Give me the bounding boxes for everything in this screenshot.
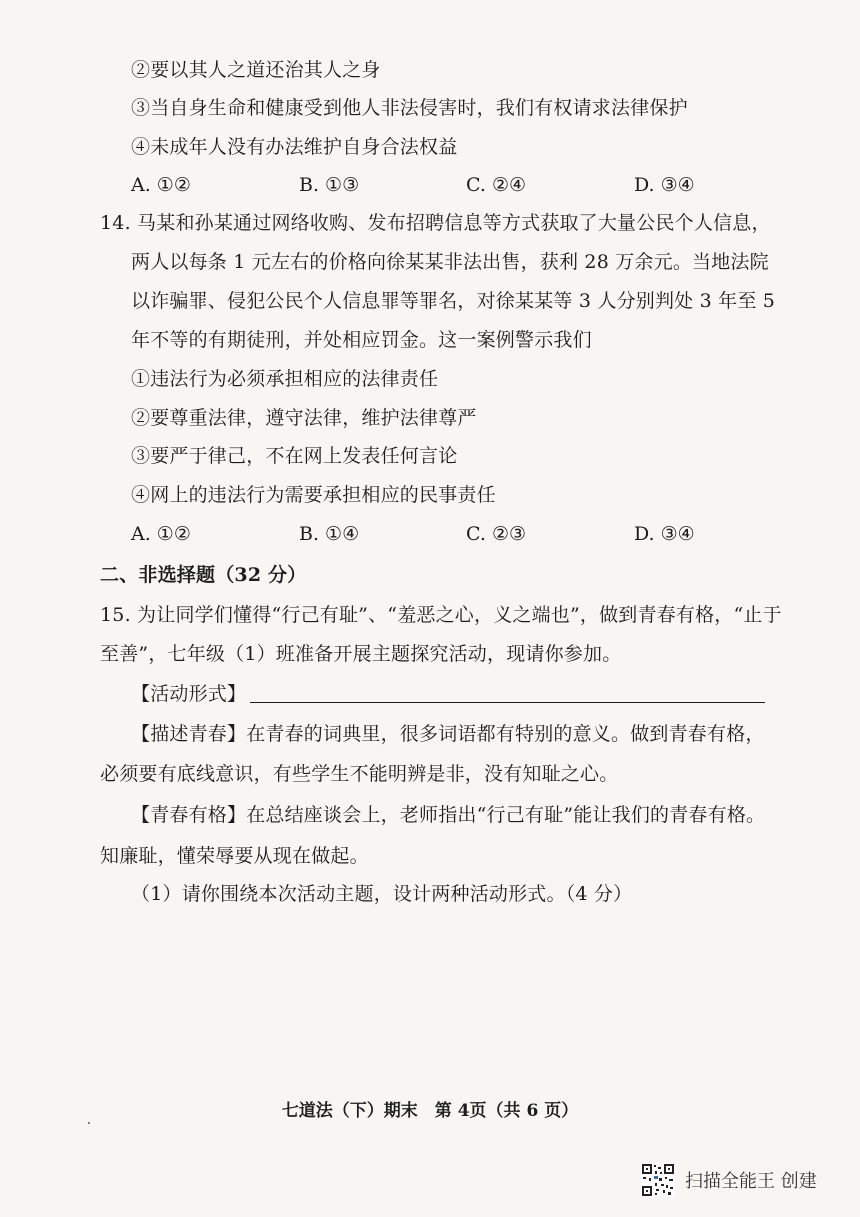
watermark-text: 扫描全能王 创建 bbox=[685, 1171, 817, 1192]
q15-youth-line-1: 【青春有格】在总结座谈会上，老师指出“行己有耻”能让我们的青春有格。 bbox=[131, 804, 766, 826]
q14-option-c: C. ②③ bbox=[466, 523, 527, 545]
q13-item-3: ③当自身生命和健康受到他人非法侵害时，我们有权请求法律保护 bbox=[131, 97, 688, 119]
q15-stem-line-2: 至善”，七年级（1）班准备开展主题探究活动，现请你参加。 bbox=[100, 643, 622, 665]
q15-sub-question-1: （1）请你围绕本次活动主题，设计两种活动形式。（4 分） bbox=[131, 883, 633, 905]
q15-describe-line-1: 【描述青春】在青春的词典里，很多词语都有特别的意义。做到青春有格， bbox=[131, 723, 765, 745]
q13-option-b: B. ①③ bbox=[299, 174, 360, 196]
activity-answer-line bbox=[250, 702, 765, 703]
q14-item-1: ①违法行为必须承担相应的法律责任 bbox=[131, 368, 439, 390]
q15-stem-line-1: 15. 为让同学们懂得“行己有耻”、“羞恶之心，义之端也”，做到青春有格，“止于 bbox=[100, 604, 782, 626]
q13-item-4: ④未成年人没有办法维护自身合法权益 bbox=[131, 136, 458, 158]
qr-code-icon bbox=[641, 1163, 675, 1197]
page-footer: 七道法（下）期末 第 4页（共 6 页） bbox=[281, 1101, 579, 1121]
q14-item-3: ③要严于律己，不在网上发表任何言论 bbox=[131, 445, 458, 467]
q15-youth-line-2: 知廉耻，懂荣辱要从现在做起。 bbox=[100, 845, 369, 867]
q14-item-4: ④网上的违法行为需要承担相应的民事责任 bbox=[131, 484, 496, 506]
q15-activity-label: 【活动形式】 bbox=[131, 683, 247, 705]
q13-option-a: A. ①② bbox=[131, 174, 191, 196]
q14-stem-line-2: 两人以每条 1 元左右的价格向徐某某非法出售，获利 28 万余元。当地法院 bbox=[131, 251, 769, 273]
q15-describe-line-2: 必须要有底线意识，有些学生不能明辨是非，没有知耻之心。 bbox=[100, 763, 619, 785]
q14-stem-line-4: 年不等的有期徒刑，并处相应罚金。这一案例警示我们 bbox=[131, 329, 592, 351]
q13-option-d: D. ③④ bbox=[634, 174, 695, 196]
q14-option-d: D. ③④ bbox=[634, 523, 695, 545]
q14-stem-line-3: 以诈骗罪、侵犯公民个人信息罪等罪名，对徐某某等 3 人分别判处 3 年至 5 bbox=[131, 290, 776, 312]
q14-option-a: A. ①② bbox=[131, 523, 191, 545]
section-2-title: 二、非选择题（32 分） bbox=[100, 564, 307, 586]
q14-item-2: ②要尊重法律，遵守法律，维护法律尊严 bbox=[131, 407, 477, 429]
q13-item-2: ②要以其人之道还治其人之身 bbox=[131, 59, 381, 81]
scan-speck bbox=[88, 1122, 90, 1124]
scanner-watermark bbox=[641, 1162, 817, 1198]
q14-option-b: B. ①④ bbox=[299, 523, 360, 545]
q13-option-c: C. ②④ bbox=[466, 174, 527, 196]
q14-stem-line-1: 14. 马某和孙某通过网络收购、发布招聘信息等方式获取了大量公民个人信息， bbox=[100, 212, 771, 234]
